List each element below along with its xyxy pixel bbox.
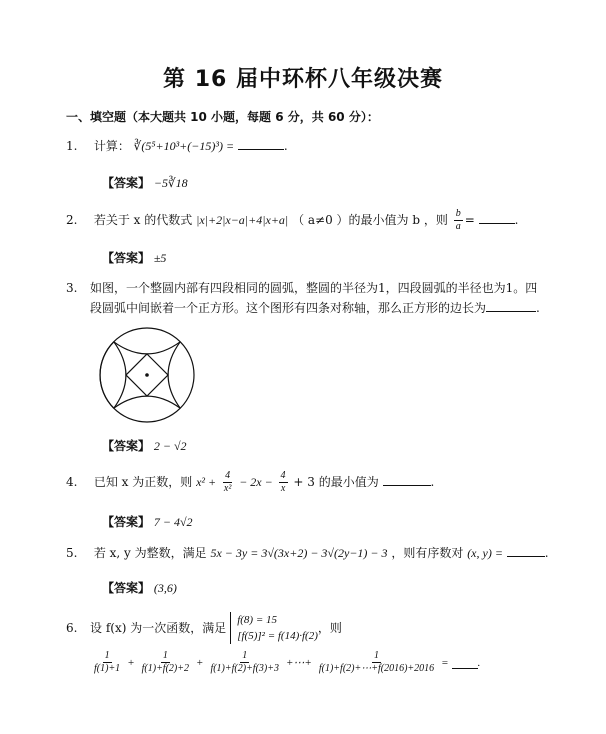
answer-4 <box>102 513 193 530</box>
question-2: 2. 若关于 x 的代数式 |x|+2|x−a|+4|x+a| （ a≠0 ）的最小值为 b ，则 $\frac{b}{a}$ = . <box>66 208 519 232</box>
question-text: 设 f(x) 为一次函数，满足 <box>90 621 227 635</box>
question-6 <box>66 612 342 644</box>
answer-value: (3,6) <box>153 581 177 595</box>
question-number: 1. <box>66 139 78 153</box>
question-text: + 3 的最小值为 <box>293 475 379 489</box>
answer-label: 【答案】 <box>102 176 151 190</box>
answer-value: 7 − 4√2 <box>153 515 193 529</box>
answer-blank <box>238 137 284 150</box>
sum-term: $\frac{1}{f(1)+f(2)+f(3)+3}$ <box>210 650 279 674</box>
math-expression: ∛(5⁵+10³+(−15)³) = <box>133 139 235 153</box>
question-5: 5. 若 x, y 为整数，满足 5x − 3y = 3√(3x+2) − 3√(2y−1) − 3 ，则有序数对 (x, y) = . <box>66 543 549 563</box>
answer-blank <box>452 656 478 669</box>
answer-blank <box>486 299 536 312</box>
question-text: 已知 x 为正数，则 <box>93 475 193 489</box>
answer-blank <box>507 544 545 557</box>
answer-label: 【答案】 <box>102 251 151 265</box>
answer-1 <box>102 174 188 191</box>
math-expression: − 2x − <box>239 475 273 489</box>
question-text: （ a≠0 ）的最小值为 b ，则 <box>292 213 448 227</box>
circle-arcs-figure <box>98 326 196 424</box>
fraction: $\frac{4}{x}$ <box>280 470 286 494</box>
math-expression: 5x − 3y = 3√(3x+2) − 3√(2y−1) − 3 <box>210 546 388 560</box>
question-text: 如图，一个整圆内部有四段相同的圆弧，整圆的半径为1，四段圆弧的半径也为1。四 <box>90 281 538 295</box>
answer-label: 【答案】 <box>102 581 151 595</box>
sum-term: $\frac{1}{f(1)+f(2)+\cdots+f(2016)+2016}$ <box>318 650 435 674</box>
sum-term: $\frac{1}{f(1)+1}$ <box>94 650 121 674</box>
answer-2 <box>102 249 166 266</box>
question-1: 1. 计算： ∛(5⁵+10³+(−15)³) = . <box>66 136 288 156</box>
question-number: 2. <box>66 213 78 227</box>
sum-expression: $\frac{1}{f(1)+1}$ + $\frac{1}{f(1)+f(2)+2}$ + $\frac{1}{f(1)+f(2)+f(3)+3}$ +⋯+ $\frac{1}{f(1)+f(2)+\cdots+f(2016)+2016}$ = . <box>94 650 481 674</box>
answer-5 <box>102 579 177 596</box>
section-heading: 一、填空题（本大题共 10 小题，每题 6 分，共 60 分）： <box>66 110 379 124</box>
condition-system: f(8) = 15 [f(5)]² = f(14)·f(2) <box>230 612 318 644</box>
answer-value: ±5 <box>153 251 167 265</box>
question-number: 3. <box>66 281 78 295</box>
answer-label: 【答案】 <box>102 439 151 453</box>
question-4: 4. 已知 x 为正数，则 x² + $\frac{4}{\text{x²}}$ − 2x − $\frac{4}{x}$ + 3 的最小值为 . <box>66 470 435 494</box>
answer-3 <box>102 437 187 454</box>
question-text: 段圆弧中间嵌着一个正方形。这个图形有四条对称轴，那么正方形的边长为 <box>90 301 487 315</box>
answer-value: 2 − √2 <box>153 439 187 453</box>
question-text: 若关于 x 的代数式 <box>93 213 193 227</box>
question-3: 3. 如图，一个整圆内部有四段相同的圆弧，整圆的半径为1，四段圆弧的半径也为1。四 段圆弧中间嵌着一个正方形。这个图形有四条对称轴，那么正方形的边长为 . <box>66 278 546 318</box>
answer-value: −5∛18 <box>153 176 188 190</box>
fraction: $\frac{b}{a}$ <box>455 208 461 232</box>
fraction: $\frac{4}{\text{x²}}$ <box>223 470 232 494</box>
question-text: 计算： <box>93 139 130 153</box>
sum-term: $\frac{1}{f(1)+f(2)+2}$ <box>141 650 189 674</box>
answer-blank <box>479 211 515 224</box>
question-number: 4. <box>66 475 78 489</box>
answer-blank <box>383 473 431 486</box>
math-expression: |x|+2|x−a|+4|x+a| <box>196 213 289 227</box>
question-number: 5. <box>66 546 78 560</box>
question-text: ，则 <box>317 621 342 635</box>
question-number: 6. <box>66 621 78 635</box>
answer-label: 【答案】 <box>102 515 151 529</box>
question-text: 若 x, y 为整数，满足 <box>93 546 207 560</box>
math-expression: x² + <box>196 475 217 489</box>
question-text: ，则有序数对 <box>391 546 464 560</box>
page-title: 第 16 届中环杯八年级决赛 <box>163 67 443 92</box>
math-expression: (x, y) = <box>467 546 503 560</box>
